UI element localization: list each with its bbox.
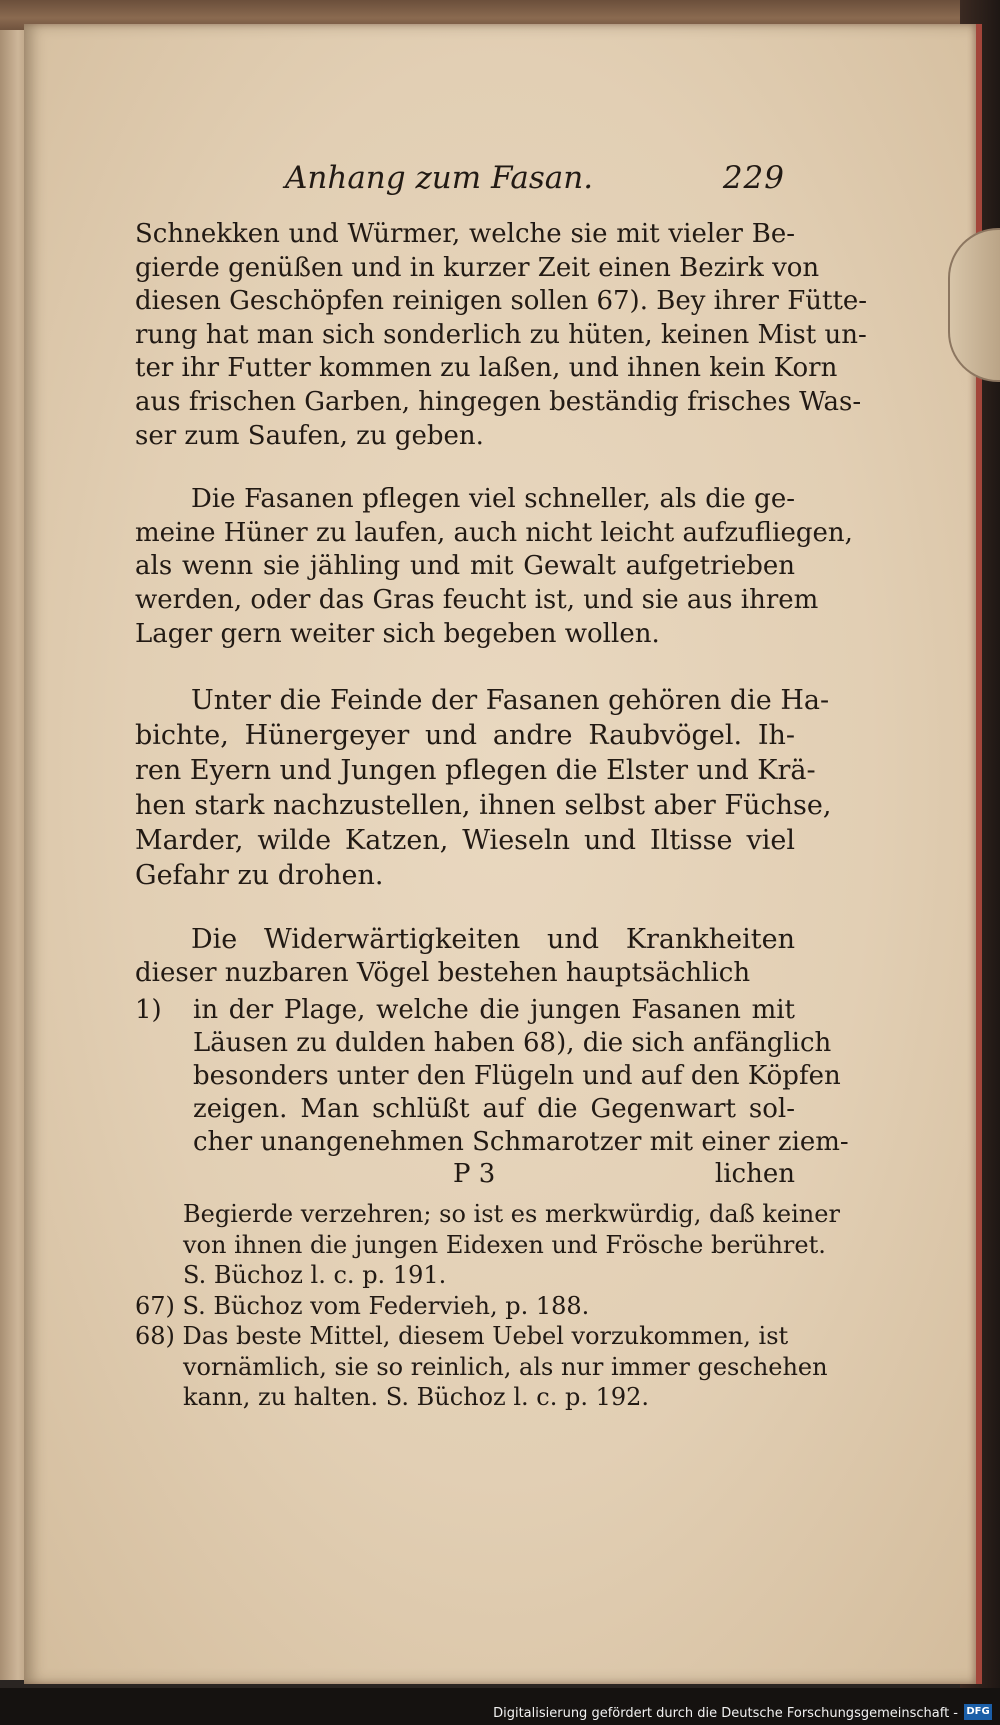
list-number: 1) <box>135 995 162 1026</box>
text-line: kann, zu halten. S. Büchoz l. c. p. 192. <box>183 1383 650 1412</box>
text-line: gierde genüßen und in kurzer Zeit einen Bezirk von <box>135 252 820 283</box>
text-line: 68) Das beste Mittel, diesem Uebel vorzukommen, ist <box>135 1322 789 1351</box>
paragraph <box>135 923 795 990</box>
text-line: bichte, Hünergeyer und andre Raubvögel. Ih- <box>135 720 795 752</box>
footnote-continuation <box>135 1199 840 1291</box>
text-line: besonders unter den Flügeln und auf den Köpfen <box>193 1060 841 1091</box>
text-line: meine Hüner zu laufen, auch nicht leicht aufzufliegen, <box>135 517 853 548</box>
text-line: S. Büchoz l. c. p. 191. <box>183 1261 447 1290</box>
text-line: als wenn sie jähling und mit Gewalt aufgetrieben <box>135 551 795 582</box>
text-line: Schnekken und Würmer, welche sie mit vieler Be- <box>135 219 795 249</box>
text-line: rung hat man sich sonderlich zu hüten, keinen Mist un- <box>135 319 867 350</box>
dfg-logo: DFG <box>964 1704 992 1720</box>
text-line: Gefahr zu drohen. <box>135 860 384 892</box>
footnote-67 <box>135 1291 795 1322</box>
list-item <box>135 994 849 1158</box>
paragraph <box>135 683 832 893</box>
text-line: dieser nuzbaren Vögel bestehen hauptsächlich <box>135 957 751 988</box>
text-line: 67) S. Büchoz vom Federvieh, p. 188. <box>135 1291 590 1320</box>
text-line: aus frischen Garben, hingegen beständig frisches Was- <box>135 386 862 417</box>
text-line: Lager gern weiter sich begeben wollen. <box>135 618 660 649</box>
page-text <box>135 160 868 1413</box>
signature-line <box>135 1158 795 1191</box>
text-line: Läusen zu dulden haben 68), die sich anfänglich <box>193 1028 832 1059</box>
text-line: Marder, wilde Katzen, Wieseln und Iltisse viel <box>135 825 795 857</box>
text-line: Begierde verzehren; so ist es merkwürdig, daß keiner <box>183 1200 840 1229</box>
text-line: ter ihr Futter kommen zu laßen, und ihnen kein Korn <box>135 353 838 384</box>
text-line: werden, oder das Gras feucht ist, und sie aus ihrem <box>135 584 819 615</box>
catchword: lichen <box>714 1159 795 1190</box>
paragraph <box>135 218 868 453</box>
text-line: Die Widerwärtigkeiten und Krankheiten <box>191 924 795 956</box>
text-line: zeigen. Man schlüßt auf die Gegenwart sol- <box>193 1093 795 1124</box>
text-line: von ihnen die jungen Eidexen und Frösche berühret. <box>183 1230 826 1259</box>
page-tab-marker <box>948 228 1000 382</box>
text-line: Unter die Feinde der Fasanen gehören die Ha- <box>191 685 830 717</box>
text-line <box>135 994 795 1027</box>
signature-mark: P 3 <box>453 1159 496 1190</box>
digitization-credit: Digitalisierung gefördert durch die Deutsche Forschungsgemeinschaft - <box>493 1706 958 1721</box>
running-title: Anhang zum Fasan. <box>285 160 594 196</box>
running-header <box>135 160 795 196</box>
text-line: hen stark nachzustellen, ihnen selbst aber Füchse, <box>135 790 832 822</box>
footnote-68 <box>135 1321 828 1413</box>
text-line: ser zum Saufen, zu geben. <box>135 420 484 451</box>
text-line: diesen Geschöpfen reinigen sollen 67). Bey ihrer Fütte- <box>135 286 868 317</box>
text-line: vornämlich, sie so reinlich, als nur immer geschehen <box>183 1352 828 1381</box>
text-line: Die Fasanen pflegen viel schneller, als die ge- <box>191 484 795 515</box>
text-line: cher unangenehmen Schmarotzer mit einer ziem- <box>193 1126 849 1157</box>
footnotes <box>135 1199 840 1413</box>
text-line: ren Eyern und Jungen pflegen die Elster und Krä- <box>135 755 816 787</box>
text-line: in der Plage, welche die jungen Fasanen mit <box>193 995 795 1026</box>
paragraph <box>135 483 853 651</box>
page-number: 229 <box>722 160 785 196</box>
